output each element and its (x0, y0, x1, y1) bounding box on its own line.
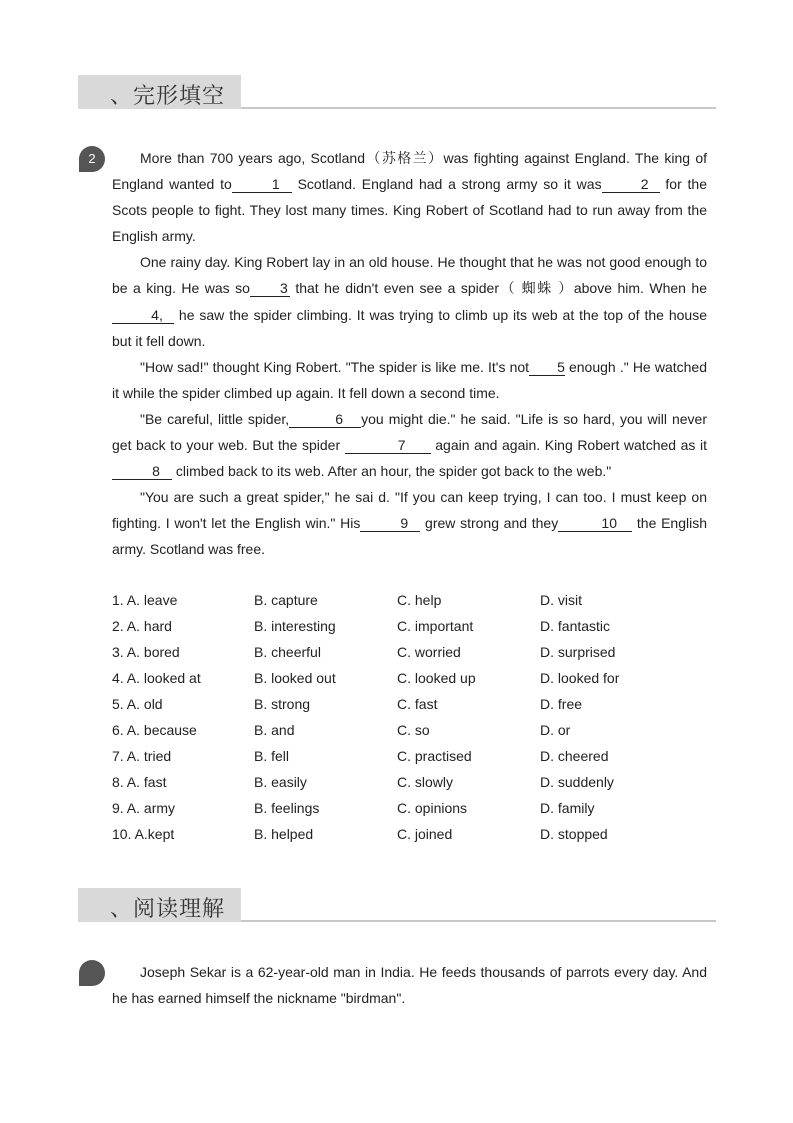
option-row (112, 692, 712, 718)
option-a: 4. A. looked at (112, 670, 201, 686)
blank-6: 6 (289, 411, 361, 428)
option-row (112, 770, 712, 796)
option-a: 10. A.kept (112, 826, 175, 842)
option-a: 5. A. old (112, 696, 163, 712)
section-header-cloze (78, 75, 716, 109)
option-b: B. and (254, 722, 295, 738)
option-b: B. fell (254, 748, 290, 764)
blank-10: 10 (558, 515, 632, 532)
section-divider (241, 107, 716, 109)
option-c: C. looked up (397, 670, 476, 686)
option-row (112, 640, 712, 666)
option-row (112, 718, 712, 744)
option-c: C. important (397, 618, 474, 634)
option-b: B. helped (254, 826, 314, 842)
option-b: B. easily (254, 774, 307, 790)
option-b: B. strong (254, 696, 311, 712)
option-row (112, 822, 712, 848)
option-c: C. worried (397, 644, 461, 660)
option-row (112, 588, 712, 614)
option-c: C. slowly (397, 774, 454, 790)
question-number-badge (79, 960, 105, 986)
blank-8: 8 (112, 463, 172, 480)
option-a: 6. A. because (112, 722, 197, 738)
option-d: D. family (540, 800, 595, 816)
option-b: B. capture (254, 592, 318, 608)
option-b: B. feelings (254, 800, 320, 816)
option-b: B. looked out (254, 670, 336, 686)
option-row (112, 796, 712, 822)
paragraph: "Be careful, little spider, 6 you might die." he said. "Life is so hard, you will never get back to your web. But the spider 7 again and again. King Robert watched as it 8 climbed back to its web. After an hour, the spider got back to the web." (112, 410, 707, 480)
option-a: 9. A. army (112, 800, 176, 816)
option-a: 1. A. leave (112, 592, 178, 608)
paragraph: Joseph Sekar is a 62-year-old man in India. He feeds thousands of parrots every day. And he has earned himself the nickname "birdman". (112, 964, 707, 1007)
option-d: D. suddenly (540, 774, 614, 790)
option-c: C. help (397, 592, 442, 608)
paragraph: One rainy day. King Robert lay in an old house. He thought that he was not good enough to be a king. He was so 3 that he didn't even see a spider（ 蜘蛛 ）above him. When he4, he saw the spider climbing. It was trying to climb up its web at the top of the house but it fell down. (112, 254, 707, 349)
option-d: D. visit (540, 592, 582, 608)
section-header-reading (78, 888, 716, 922)
blank-2: 2 (602, 176, 660, 193)
paragraph: More than 700 years ago, Scotland（苏格兰）was fighting against England. The king of England wanted to 1 Scotland. England had a strong army so it was 2 for the Scots people to fight. They lost many times. King Robert of Scotland had to run away from the English army. (112, 150, 707, 245)
section-divider (241, 920, 716, 922)
option-row (112, 666, 712, 692)
blank-3: 3 (250, 280, 290, 297)
option-c: C. so (397, 722, 430, 738)
option-d: D. fantastic (540, 618, 611, 634)
blank-1: 1 (232, 176, 292, 193)
cloze-passage (112, 145, 707, 563)
option-c: C. practised (397, 748, 472, 764)
option-d: D. stopped (540, 826, 608, 842)
blank-7: 7 (345, 437, 431, 454)
option-d: D. free (540, 696, 583, 712)
paragraph: "How sad!" thought King Robert. "The spider is like me. It's not 5 enough ." He watched it while the spider climbed up again. It fell down a second time. (112, 358, 707, 401)
section-title: 、阅读理解 (110, 897, 226, 922)
section-title: 、完形填空 (110, 84, 226, 109)
option-c: C. fast (397, 696, 438, 712)
option-a: 3. A. bored (112, 644, 180, 660)
blank-5: 5 (529, 359, 565, 376)
option-row (112, 614, 712, 640)
paragraph: "You are such a great spider," he sai d. "If you can keep trying, I can too. I must keep on fighting. I won't let the English win." His 9 grew strong and they 10 the English army. Scotland was free. (112, 489, 707, 558)
option-row (112, 744, 712, 770)
option-c: C. opinions (397, 800, 468, 816)
answer-options (112, 588, 712, 848)
question-number-badge: 2 (79, 146, 105, 172)
option-d: D. or (540, 722, 571, 738)
option-a: 8. A. fast (112, 774, 167, 790)
option-a: 2. A. hard (112, 618, 172, 634)
blank-4: 4, (112, 307, 174, 324)
option-d: D. looked for (540, 670, 620, 686)
option-a: 7. A. tried (112, 748, 172, 764)
blank-9: 9 (360, 515, 420, 532)
option-c: C. joined (397, 826, 453, 842)
option-d: D. surprised (540, 644, 616, 660)
reading-passage (112, 959, 707, 1011)
option-b: B. interesting (254, 618, 336, 634)
option-b: B. cheerful (254, 644, 321, 660)
option-d: D. cheered (540, 748, 609, 764)
